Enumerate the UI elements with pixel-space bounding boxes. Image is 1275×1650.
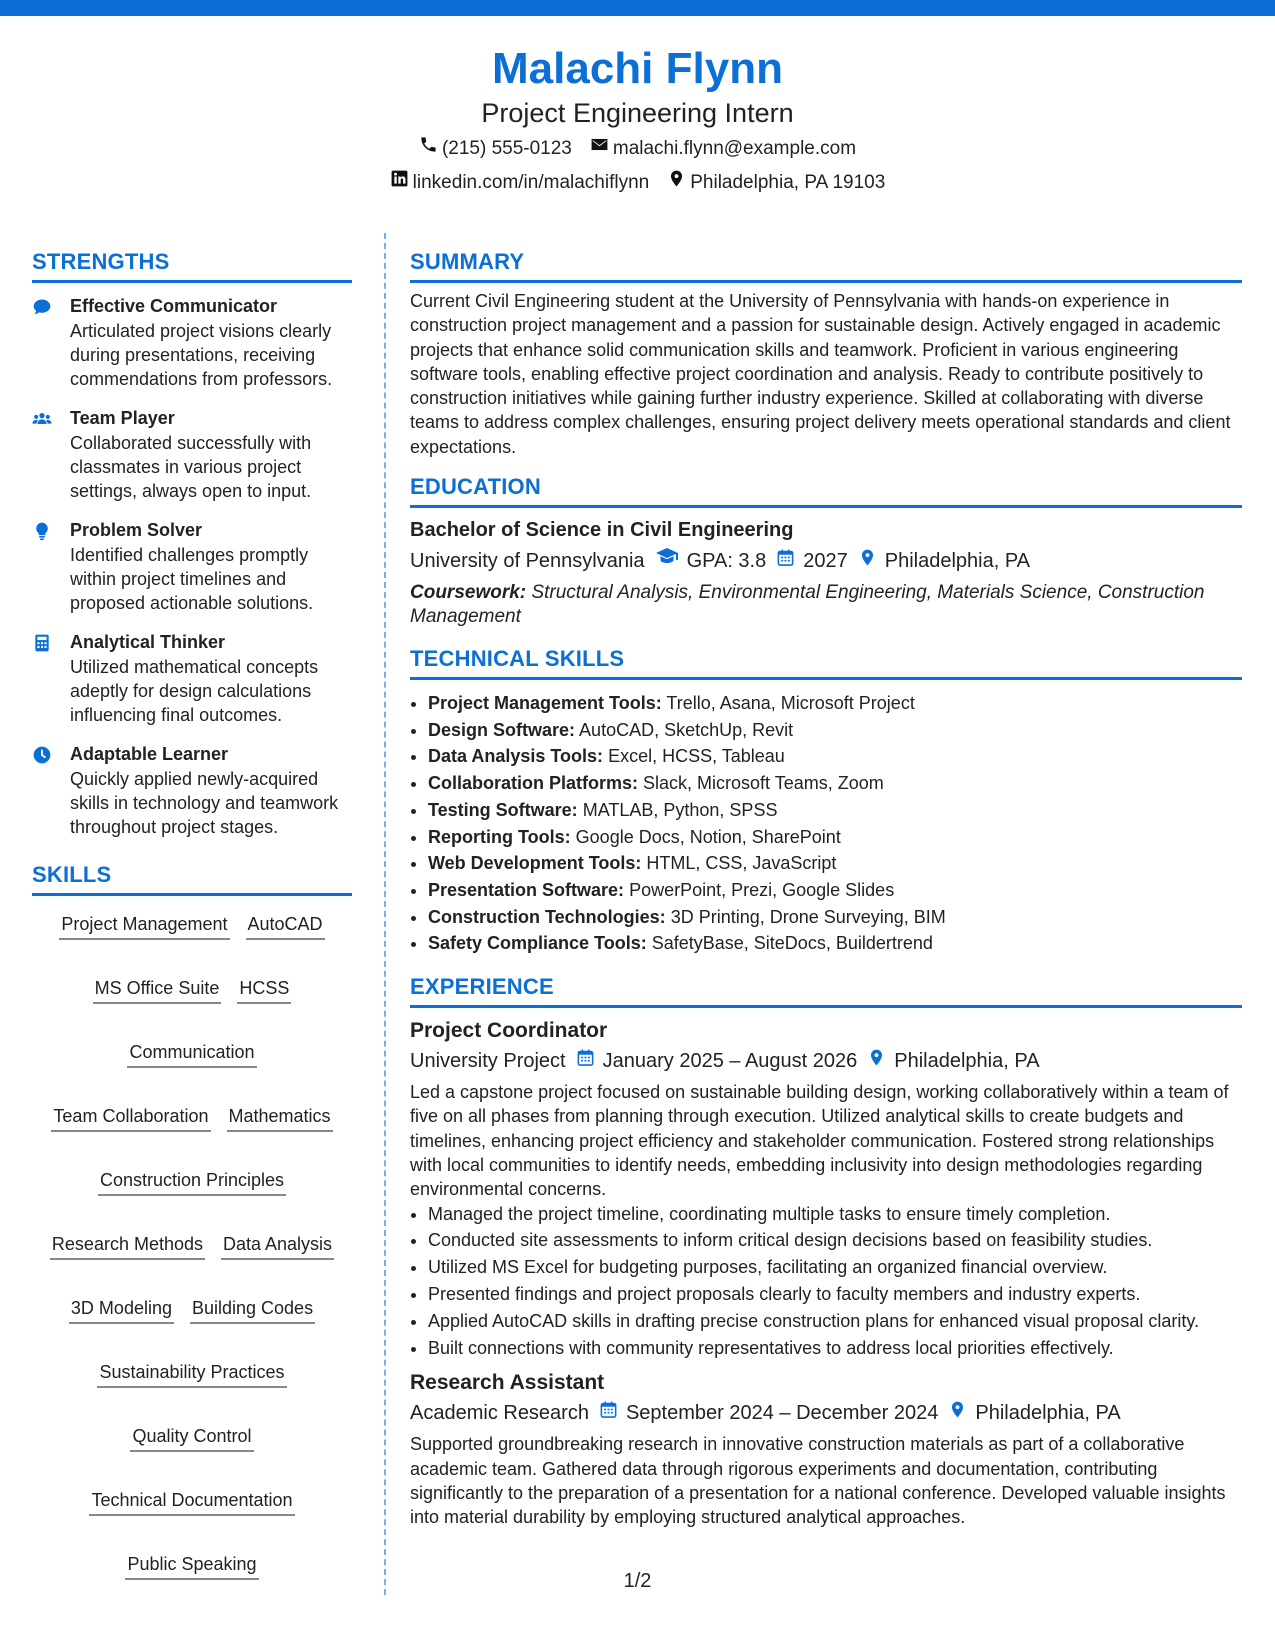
linkedin-contact	[390, 168, 650, 198]
graduation-cap-icon	[655, 544, 679, 577]
list-item	[428, 904, 1242, 931]
contact-row-2	[0, 168, 1275, 198]
skill-tag: Quality Control	[130, 1424, 253, 1452]
strength-desc: Identified challenges promptly within project timelines and proposed actionable solutions.	[70, 545, 314, 613]
clock-icon	[32, 741, 70, 839]
tech-skill-label: Web Development Tools:	[428, 853, 642, 874]
users-icon	[32, 405, 70, 503]
tech-skill-label: Data Analysis Tools:	[428, 746, 604, 767]
year-item	[776, 546, 848, 576]
education-meta	[410, 544, 1242, 577]
map-pin-icon	[667, 168, 686, 198]
column-divider	[384, 233, 386, 1595]
skill-tag: Team Collaboration	[51, 1104, 210, 1132]
map-pin-icon	[948, 1398, 967, 1428]
coursework	[410, 581, 1242, 629]
tech-skill-value: 3D Printing, Drone Surveying, BIM	[670, 906, 946, 927]
job-dates: January 2025 – August 2026	[602, 1050, 858, 1073]
tech-skill-value: Slack, Microsoft Teams, Zoom	[643, 773, 884, 794]
strength-item	[32, 741, 352, 839]
envelope-icon	[590, 134, 609, 164]
email-contact	[590, 134, 856, 164]
job-dates-item	[576, 1046, 858, 1076]
skill-tag: Technical Documentation	[89, 1488, 294, 1516]
phone-contact	[419, 134, 572, 164]
right-column	[410, 248, 1242, 1530]
degree-title: Bachelor of Science in Civil Engineering	[410, 519, 794, 542]
phone-text: (215) 555-0123	[441, 138, 572, 159]
calendar-icon	[576, 1046, 595, 1076]
top-accent-bar	[0, 0, 1275, 16]
skill-tag: 3D Modeling	[69, 1296, 174, 1324]
job-meta	[410, 1046, 1242, 1076]
skill-tag: Building Codes	[190, 1296, 315, 1324]
graduation-year: 2027	[803, 549, 848, 572]
linkedin-icon	[390, 168, 409, 198]
job-location: Philadelphia, PA	[975, 1402, 1121, 1425]
list-item	[428, 824, 1242, 851]
strength-item	[32, 293, 352, 391]
technical-skills-heading: TECHNICAL SKILLS	[410, 645, 1242, 680]
skill-tag: HCSS	[237, 976, 291, 1004]
map-pin-icon	[858, 546, 877, 576]
location-contact	[667, 168, 885, 198]
calendar-icon	[776, 546, 795, 576]
job-location-item	[948, 1398, 1120, 1428]
strength-title: Adaptable Learner	[70, 744, 229, 764]
job-description: Led a capstone project focused on sustainable building design, working collaboratively within a team of five on all phases from planning through execution. Utilized analytical skills to create budgets and timelines, enhancing project efficiency and stakeholder communication. Fostered strong relationships with local communities to identify needs, embedding inclusivity into design methodologies regarding environmental concerns.	[410, 1082, 1229, 1200]
job-title: Research Assistant	[410, 1371, 605, 1395]
skills-list	[32, 906, 352, 1580]
skill-tag: Data Analysis	[221, 1232, 334, 1260]
job-meta	[410, 1398, 1242, 1428]
skill-tag: Construction Principles	[98, 1168, 286, 1196]
strength-desc: Articulated project visions clearly during presentations, receiving commendations from professors.	[70, 321, 333, 389]
strength-desc: Utilized mathematical concepts adeptly for design calculations influencing final outcomes.	[70, 657, 319, 725]
education-heading: EDUCATION	[410, 473, 1242, 508]
list-item	[428, 930, 1242, 957]
technical-skills-list	[410, 690, 1242, 957]
tech-skill-label: Project Management Tools:	[428, 693, 662, 714]
tech-skill-value: HTML, CSS, JavaScript	[646, 853, 837, 874]
location-text: Philadelphia, PA 19103	[690, 172, 886, 193]
list-item: • Built connections with community representatives to address local priorities effectively.	[428, 1336, 1242, 1360]
coursework-label: Coursework:	[410, 582, 527, 604]
gpa-text: GPA: 3.8	[686, 549, 767, 572]
skill-tag: Communication	[127, 1040, 256, 1068]
skill-tag: Research Methods	[50, 1232, 205, 1260]
edu-location: Philadelphia, PA	[884, 549, 1031, 572]
skill-tag: AutoCAD	[246, 912, 325, 940]
skill-tag: Sustainability Practices	[97, 1360, 286, 1388]
job-location-item	[867, 1046, 1039, 1076]
list-item	[428, 797, 1242, 824]
list-item: • Managed the project timeline, coordinating multiple tasks to ensure timely completion.	[428, 1202, 1242, 1226]
list-item	[428, 850, 1242, 877]
candidate-name: Malachi Flynn	[492, 44, 783, 93]
strength-title: Problem Solver	[70, 520, 203, 540]
skills-heading: SKILLS	[32, 861, 352, 896]
list-item: • Presented findings and project proposals clearly to faculty members and industry experts.	[428, 1282, 1242, 1306]
tech-skill-label: Reporting Tools:	[428, 826, 571, 847]
list-item	[428, 770, 1242, 797]
skill-tag: Project Management	[59, 912, 229, 940]
contact-row-1	[0, 134, 1275, 164]
lightbulb-icon	[32, 517, 70, 615]
school-name: University of Pennsylvania	[410, 549, 645, 572]
left-column	[32, 248, 352, 1580]
job-description: Supported groundbreaking research in innovative construction materials as part of a collaborative academic team. Gathered data through rigorous experiments and documentation, contributing significantly to the preparation of a presentation for a national conference. Developed valuable insights into material durability by employing structured analytical approaches.	[410, 1434, 1226, 1528]
map-pin-icon	[867, 1046, 886, 1076]
experience-entry	[410, 1016, 1242, 1360]
gpa-item	[655, 544, 767, 577]
job-dates: September 2024 – December 2024	[625, 1402, 939, 1425]
tech-skill-label: Safety Compliance Tools:	[428, 933, 647, 954]
strength-item	[32, 405, 352, 503]
chat-bubble-icon	[32, 293, 70, 391]
job-title: Project Coordinator	[410, 1019, 608, 1043]
job-bullets	[410, 1202, 1242, 1361]
strength-item	[32, 629, 352, 727]
tech-skill-label: Collaboration Platforms:	[428, 773, 639, 794]
job-org: University Project	[410, 1050, 566, 1073]
summary-text: Current Civil Engineering student at the University of Pennsylvania with hands-on experience in construction project management and a passion for sustainable design. Actively engaged in academic projects that enhance solid communication skills and teamwork. Proficient in various engineering software tools, enabling effective project coordination and analysis. Ready to contribute positively to construction initiatives while gaining further industry experience. Skilled at collaborating with diverse teams to address complex challenges, ensuring project delivery meets operational standards and client expectations.	[410, 291, 1231, 457]
tech-skill-value: SafetyBase, SiteDocs, Buildertrend	[651, 933, 933, 954]
edu-location-item	[858, 546, 1030, 576]
skill-tag: Public Speaking	[125, 1552, 258, 1580]
resume-header	[0, 42, 1275, 198]
tech-skill-value: AutoCAD, SketchUp, Revit	[579, 719, 794, 740]
email-text: malachi.flynn@example.com	[612, 138, 857, 159]
page-number: 1/2	[623, 1570, 652, 1592]
list-item	[428, 690, 1242, 717]
tech-skill-value: Excel, HCSS, Tableau	[608, 746, 785, 767]
skill-tag: MS Office Suite	[93, 976, 222, 1004]
job-dates-item	[599, 1398, 938, 1428]
skill-tag: Mathematics	[227, 1104, 333, 1132]
calendar-icon	[599, 1398, 618, 1428]
experience-entry	[410, 1368, 1242, 1529]
strength-title: Analytical Thinker	[70, 632, 226, 652]
coursework-list: Structural Analysis, Environmental Engineering, Materials Science, Construction Management	[410, 582, 1205, 628]
list-item: • Conducted site assessments to inform critical design decisions based on feasibility studies.	[428, 1228, 1242, 1252]
tech-skill-value: Google Docs, Notion, SharePoint	[575, 826, 841, 847]
strengths-heading: STRENGTHS	[32, 248, 352, 283]
job-org: Academic Research	[410, 1402, 589, 1425]
tech-skill-label: Presentation Software:	[428, 880, 625, 900]
tech-skill-label: Design Software:	[428, 719, 576, 740]
job-location: Philadelphia, PA	[894, 1050, 1040, 1073]
experience-heading: EXPERIENCE	[410, 973, 1242, 1008]
phone-icon	[419, 134, 438, 164]
calculator-icon	[32, 629, 70, 727]
tech-skill-label: Testing Software:	[428, 799, 578, 820]
tech-skill-value: PowerPoint, Prezi, Google Slides	[629, 880, 895, 900]
list-item	[428, 877, 1242, 904]
tech-skill-label: Construction Technologies:	[428, 906, 666, 927]
tech-skill-value: MATLAB, Python, SPSS	[582, 799, 778, 820]
strength-title: Team Player	[70, 408, 175, 428]
strength-desc: Collaborated successfully with classmates in various project settings, always open to input.	[70, 433, 312, 501]
list-item: • Applied AutoCAD skills in drafting precise construction plans for enhanced visual proposal clarity.	[428, 1309, 1242, 1333]
strength-title: Effective Communicator	[70, 296, 278, 316]
list-item: • Utilized MS Excel for budgeting purposes, facilitating an organized financial overview.	[428, 1255, 1242, 1279]
tech-skill-value: Trello, Asana, Microsoft Project	[666, 693, 915, 714]
list-item	[428, 717, 1242, 744]
list-item	[428, 743, 1242, 770]
linkedin-text: linkedin.com/in/malachiflynn	[412, 172, 650, 193]
strength-desc: Quickly applied newly-acquired skills in technology and teamwork throughout project stages.	[70, 769, 339, 837]
candidate-title: Project Engineering Intern	[481, 98, 794, 128]
strength-item	[32, 517, 352, 615]
summary-heading: SUMMARY	[410, 248, 1242, 283]
